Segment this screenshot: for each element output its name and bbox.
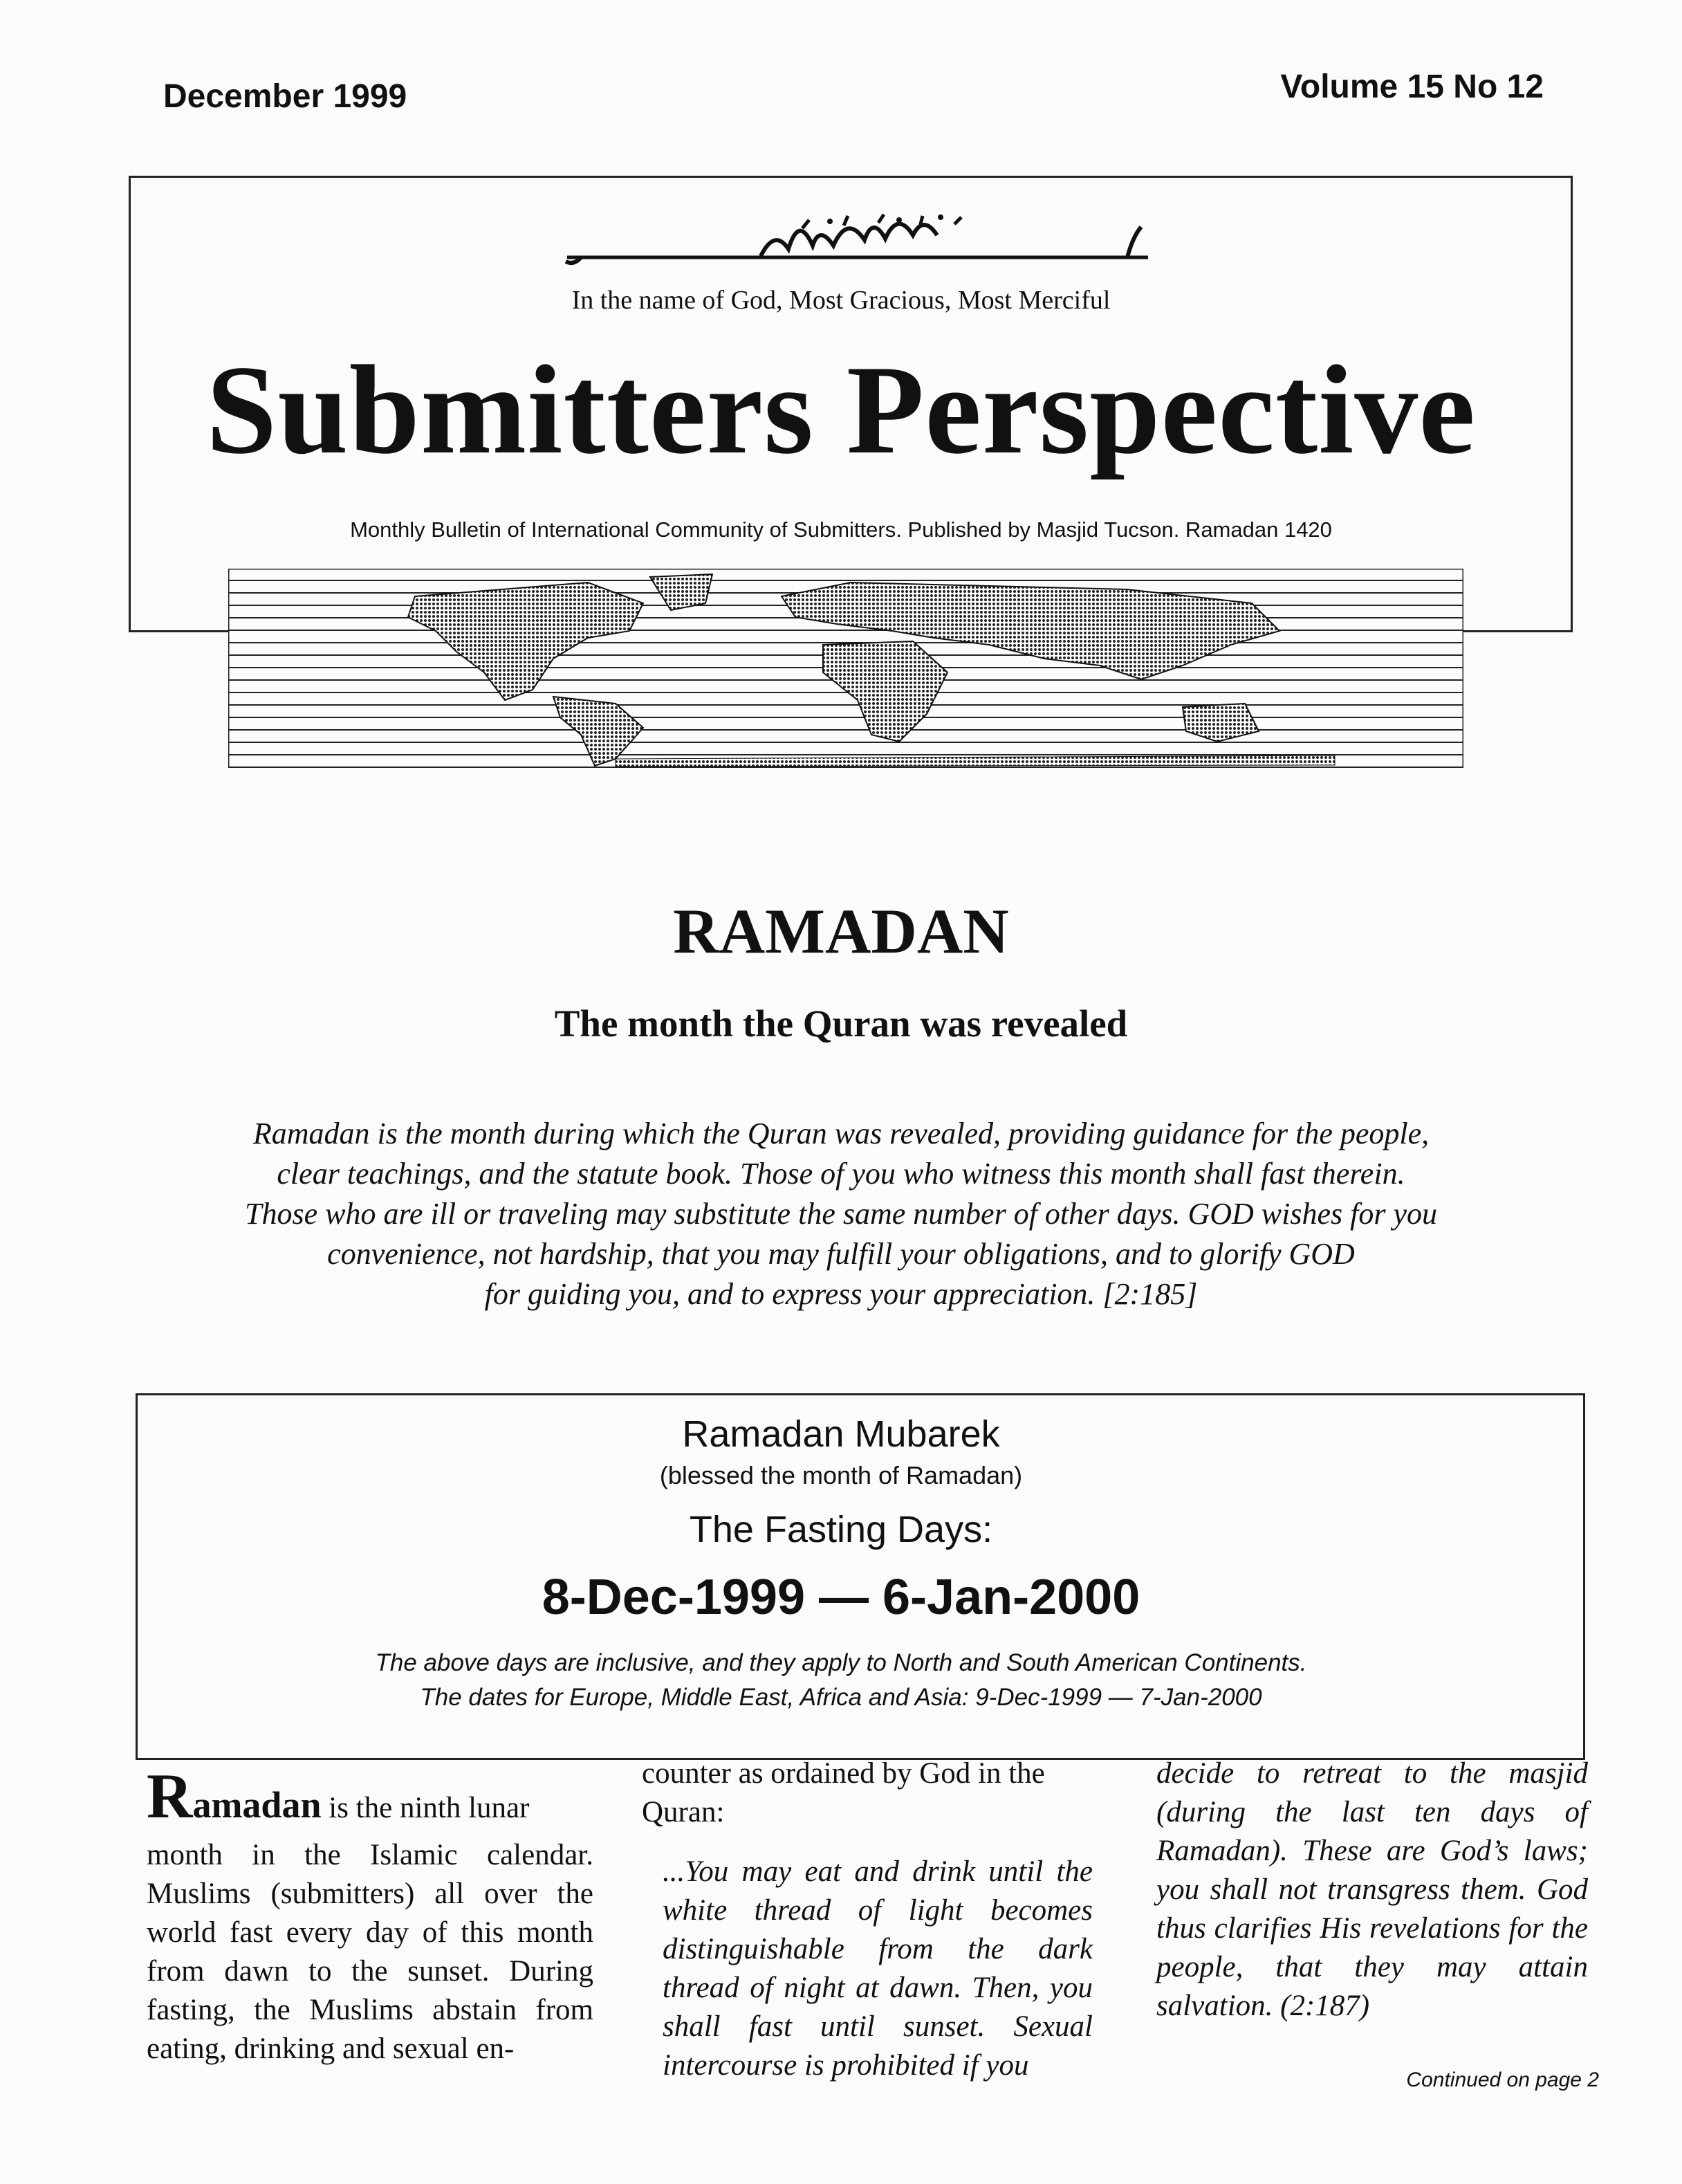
bismillah-calligraphy (553, 208, 1162, 277)
verse-quote (138, 1114, 1544, 1314)
column-2-quote: ...You may eat and drink until the white thread of light becomes distinguishable from the dark thread of night at dawn. Then, you shall fast until sunset. Sexual intercourse is prohibited if you (663, 1855, 1093, 2082)
verse-line: clear teachings, and the statute book. Those of you who witness this month shall fast therein. (277, 1157, 1405, 1191)
fasting-days-label: The Fasting Days: (689, 1509, 993, 1550)
verse-line: Those who are ill or traveling may substitute the same number of other days. GOD wishes for you (244, 1197, 1438, 1231)
greeting-meaning: (blessed the month of Ramadan) (659, 1461, 1023, 1489)
column-2-intro: counter as ordained by God in the Quran: (642, 1757, 1045, 1828)
masthead-title: Submitters Perspective (206, 339, 1476, 480)
drop-cap: R (147, 1761, 193, 1831)
issue-volume: Volume 15 No 12 (1280, 68, 1544, 105)
world-map-graphic (228, 569, 1463, 768)
verse-line: Ramadan is the month during which the Quran was revealed, providing guidance for the people, (252, 1117, 1430, 1150)
masthead-subtitle: Monthly Bulletin of International Community of Submitters. Published by Masjid Tucson. Ramadan 1420 (350, 517, 1332, 542)
article-column-2 (642, 1754, 1093, 2085)
verse-line: convenience, not hardship, that you may fulfill your obligations, and to glorify GOD (327, 1237, 1355, 1271)
greeting: Ramadan Mubarek (682, 1413, 1000, 1455)
fasting-note-other-regions: The dates for Europe, Middle East, Africa and Asia: 9-Dec-1999 — 7-Jan-2000 (420, 1684, 1262, 1711)
headline: RAMADAN (673, 896, 1009, 966)
fasting-note-americas: The above days are inclusive, and they apply to North and South American Continents. (375, 1649, 1307, 1676)
article-column-3: decide to retreat to the masjid (during the last ten days of Ramadan). These are God’s laws; you shall not transgress them. God thus clarifies His revelations for the people, that they may attain salvation. (2:187) (1156, 1757, 1588, 2022)
first-line-text: is the ninth lunar (321, 1792, 530, 1824)
fasting-dates: 8-Dec-1999 — 6-Jan-2000 (542, 1570, 1140, 1625)
first-line (147, 1761, 593, 1836)
subheadline: The month the Quran was revealed (554, 1002, 1128, 1045)
column-1-text: month in the Islamic calendar. Muslims (submitters) all over the world fast every day of this month from dawn to the sunset. During fasting, the Muslims abstain from eating, drinking and sexual en- (147, 1839, 593, 2065)
continued-note: Continued on page 2 (1406, 2068, 1599, 2091)
lead-word: amadan (192, 1784, 322, 1826)
article-column-1 (147, 1761, 593, 2068)
bismillah-translation: In the name of God, Most Gracious, Most Merciful (571, 286, 1111, 315)
verse-line: for guiding you, and to express your appreciation. [2:185] (484, 1277, 1198, 1311)
issue-date: December 1999 (163, 78, 407, 115)
